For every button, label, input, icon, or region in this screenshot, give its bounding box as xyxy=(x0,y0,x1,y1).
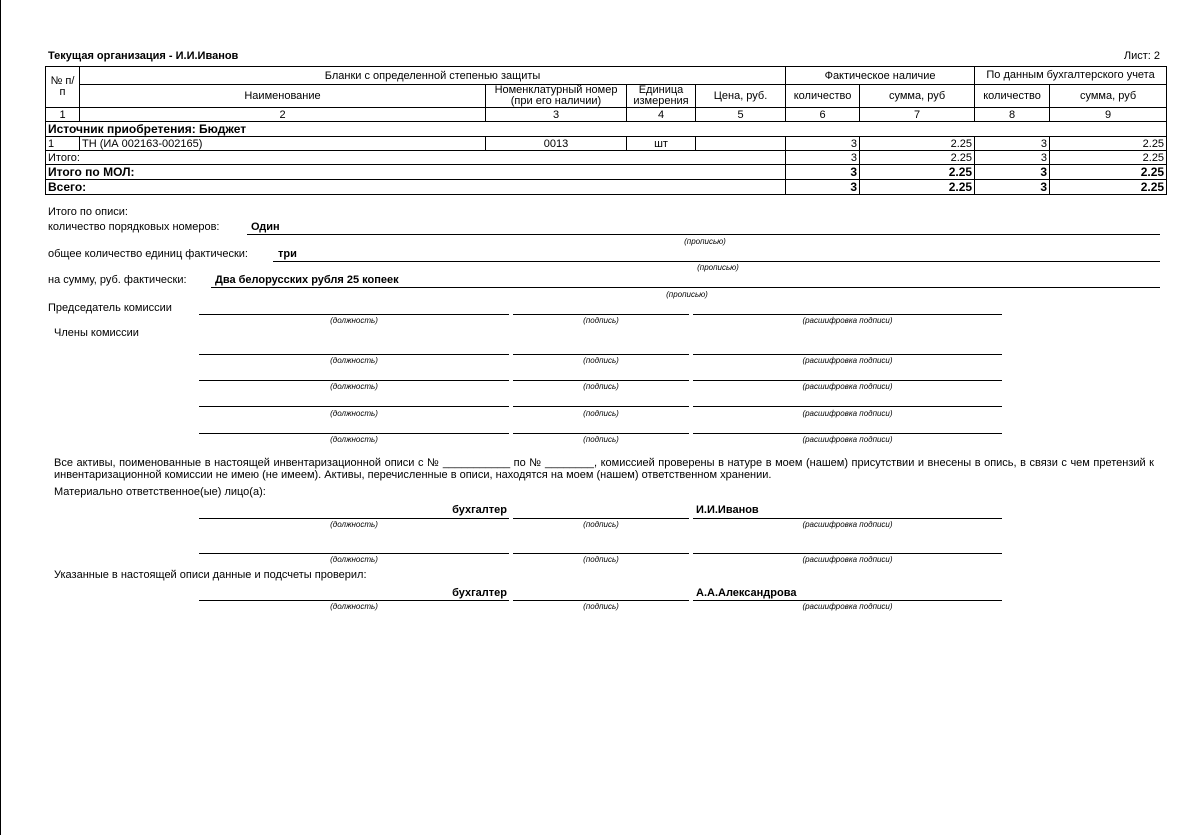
decode-caption: (расшифровка подписи) xyxy=(802,316,893,325)
total-mol-acc-sum: 2.25 xyxy=(1050,165,1167,180)
count-numbers-label: количество порядковых номеров: xyxy=(48,221,220,233)
row-actual-sum: 2.25 xyxy=(860,137,975,151)
in-words-caption: (прописью) xyxy=(666,290,708,299)
signature-caption: (подпись) xyxy=(583,316,619,325)
units-label: общее количество единиц фактически: xyxy=(48,248,248,260)
col-number: 9 xyxy=(1050,108,1167,122)
signature-caption: (подпись) xyxy=(583,382,619,391)
subtotal-actual-qty: 3 xyxy=(786,151,860,165)
decode-caption: (расшифровка подписи) xyxy=(802,356,893,365)
total-mol-actual-sum: 2.25 xyxy=(860,165,975,180)
row-acc-sum: 2.25 xyxy=(1050,137,1167,151)
responsible2-decode-line xyxy=(693,553,1002,554)
total-mol-acc-qty: 3 xyxy=(975,165,1050,180)
sum-label: на сумму, руб. фактически: xyxy=(48,274,187,286)
sheet-number: Лист: 2 xyxy=(1123,50,1160,62)
responsible-label: Материально ответственное(ые) лицо(а): xyxy=(54,486,266,498)
header-blanks-group: Бланки с определенной степенью защиты xyxy=(80,67,786,85)
member-position-line xyxy=(199,354,509,355)
header-actual-sum: сумма, руб xyxy=(860,85,975,108)
subtotal-label: Итого: xyxy=(46,151,786,165)
chairman-position-line xyxy=(199,314,509,315)
member-position-line xyxy=(199,433,509,434)
total-mol-actual-qty: 3 xyxy=(786,165,860,180)
responsible2-position-line xyxy=(199,553,509,554)
source-row: Источник приобретения: Бюджет xyxy=(46,122,1167,137)
decode-caption: (расшифровка подписи) xyxy=(802,555,893,564)
col-number: 8 xyxy=(975,108,1050,122)
member-position-line xyxy=(199,380,509,381)
subtotal-acc-sum: 2.25 xyxy=(1050,151,1167,165)
total-all-actual-sum: 2.25 xyxy=(860,180,975,195)
position-caption: (должность) xyxy=(330,555,378,564)
position-caption: (должность) xyxy=(330,356,378,365)
decode-caption: (расшифровка подписи) xyxy=(802,520,893,529)
row-price xyxy=(696,137,786,151)
col-number: 6 xyxy=(786,108,860,122)
header-nomenclature: Номенклатурный номер (при его наличии) xyxy=(486,85,627,108)
position-caption: (должность) xyxy=(330,520,378,529)
members-label: Члены комиссии xyxy=(54,327,139,339)
count-numbers-line xyxy=(247,234,1160,235)
checked-signature-line xyxy=(513,600,689,601)
total-mol-row xyxy=(46,165,1167,180)
chairman-decode-line xyxy=(693,314,1002,315)
page-frame-left xyxy=(0,0,1,835)
subtotal-actual-sum: 2.25 xyxy=(860,151,975,165)
responsible2-signature-line xyxy=(513,553,689,554)
header-num: № п/п xyxy=(46,67,80,108)
position-caption: (должность) xyxy=(330,409,378,418)
signature-caption: (подпись) xyxy=(583,356,619,365)
row-unit: шт xyxy=(627,137,696,151)
signature-caption: (подпись) xyxy=(583,602,619,611)
header-actual-qty: количество xyxy=(786,85,860,108)
decode-caption: (расшифровка подписи) xyxy=(802,602,893,611)
position-caption: (должность) xyxy=(330,435,378,444)
total-all-acc-sum: 2.25 xyxy=(1050,180,1167,195)
header-acc-qty: количество xyxy=(975,85,1050,108)
checked-decode-line xyxy=(693,600,1002,601)
table-row xyxy=(46,137,1167,151)
position-caption: (должность) xyxy=(330,316,378,325)
checked-position: бухгалтер xyxy=(452,587,507,599)
total-mol-label: Итого по МОЛ: xyxy=(46,165,786,180)
chairman-signature-line xyxy=(513,314,689,315)
decode-caption: (расшифровка подписи) xyxy=(802,382,893,391)
inventory-table xyxy=(45,66,1167,195)
sum-value: Два белорусских рубля 25 копеек xyxy=(215,274,399,286)
signature-caption: (подпись) xyxy=(583,435,619,444)
decode-caption: (расшифровка подписи) xyxy=(802,409,893,418)
count-numbers-value: Один xyxy=(251,221,280,233)
decode-caption: (расшифровка подписи) xyxy=(802,435,893,444)
responsible-signature-line xyxy=(513,518,689,519)
subtotal-row xyxy=(46,151,1167,165)
checked-name: А.А.Александрова xyxy=(696,587,797,599)
row-actual-qty: 3 xyxy=(786,137,860,151)
col-number: 1 xyxy=(46,108,80,122)
member-decode-line xyxy=(693,406,1002,407)
row-name: ТН (ИА 002163-002165) xyxy=(80,137,486,151)
responsible-decode-line xyxy=(693,518,1002,519)
in-words-caption: (прописью) xyxy=(697,263,739,272)
signature-caption: (подпись) xyxy=(583,409,619,418)
total-all-label: Всего: xyxy=(46,180,786,195)
col-number: 2 xyxy=(80,108,486,122)
signature-caption: (подпись) xyxy=(583,555,619,564)
sum-line xyxy=(211,287,1160,288)
organization-title: Текущая организация - И.И.Иванов xyxy=(48,50,239,62)
subtotal-acc-qty: 3 xyxy=(975,151,1050,165)
units-line xyxy=(273,261,1160,262)
total-all-actual-qty: 3 xyxy=(786,180,860,195)
responsible-name: И.И.Иванов xyxy=(696,504,759,516)
header-accounting-group: По данным бухгалтерского учета xyxy=(975,67,1167,85)
member-signature-line xyxy=(513,433,689,434)
col-number: 3 xyxy=(486,108,627,122)
position-caption: (должность) xyxy=(330,382,378,391)
units-value: три xyxy=(278,248,297,260)
responsible-position: бухгалтер xyxy=(452,504,507,516)
member-signature-line xyxy=(513,354,689,355)
row-number: 1 xyxy=(46,137,80,151)
checked-label: Указанные в настоящей описи данные и подсчеты проверил: xyxy=(54,569,367,581)
header-price: Цена, руб. xyxy=(696,85,786,108)
summary-title: Итого по описи: xyxy=(48,206,128,218)
member-signature-line xyxy=(513,406,689,407)
row-nomenclature: 0013 xyxy=(486,137,627,151)
responsible-position-line xyxy=(199,518,509,519)
checked-position-line xyxy=(199,600,509,601)
chairman-label: Председатель комиссии xyxy=(48,302,172,314)
row-acc-qty: 3 xyxy=(975,137,1050,151)
member-position-line xyxy=(199,406,509,407)
member-decode-line xyxy=(693,433,1002,434)
header-actual-group: Фактическое наличие xyxy=(786,67,975,85)
member-decode-line xyxy=(693,354,1002,355)
col-number: 5 xyxy=(696,108,786,122)
position-caption: (должность) xyxy=(330,602,378,611)
total-all-acc-qty: 3 xyxy=(975,180,1050,195)
col-number: 4 xyxy=(627,108,696,122)
in-words-caption: (прописью) xyxy=(684,237,726,246)
total-all-row xyxy=(46,180,1167,195)
header-unit: Единица измерения xyxy=(627,85,696,108)
member-decode-line xyxy=(693,380,1002,381)
statement-text: Все активы, поименованные в настоящей инвентаризационной описи с № ___________ по № ________, комиссией проверены в натуре в моем (нашем) присутствии и внесены в опись, в связи с чем претензий к инвентаризационной комиссии не имею (не имеем). Активы, перечисленные в описи, находятся на моем (нашем) ответственном хранении. xyxy=(54,457,1154,481)
header-acc-sum: сумма, руб xyxy=(1050,85,1167,108)
member-signature-line xyxy=(513,380,689,381)
col-number: 7 xyxy=(860,108,975,122)
header-name: Наименование xyxy=(80,85,486,108)
signature-caption: (подпись) xyxy=(583,520,619,529)
